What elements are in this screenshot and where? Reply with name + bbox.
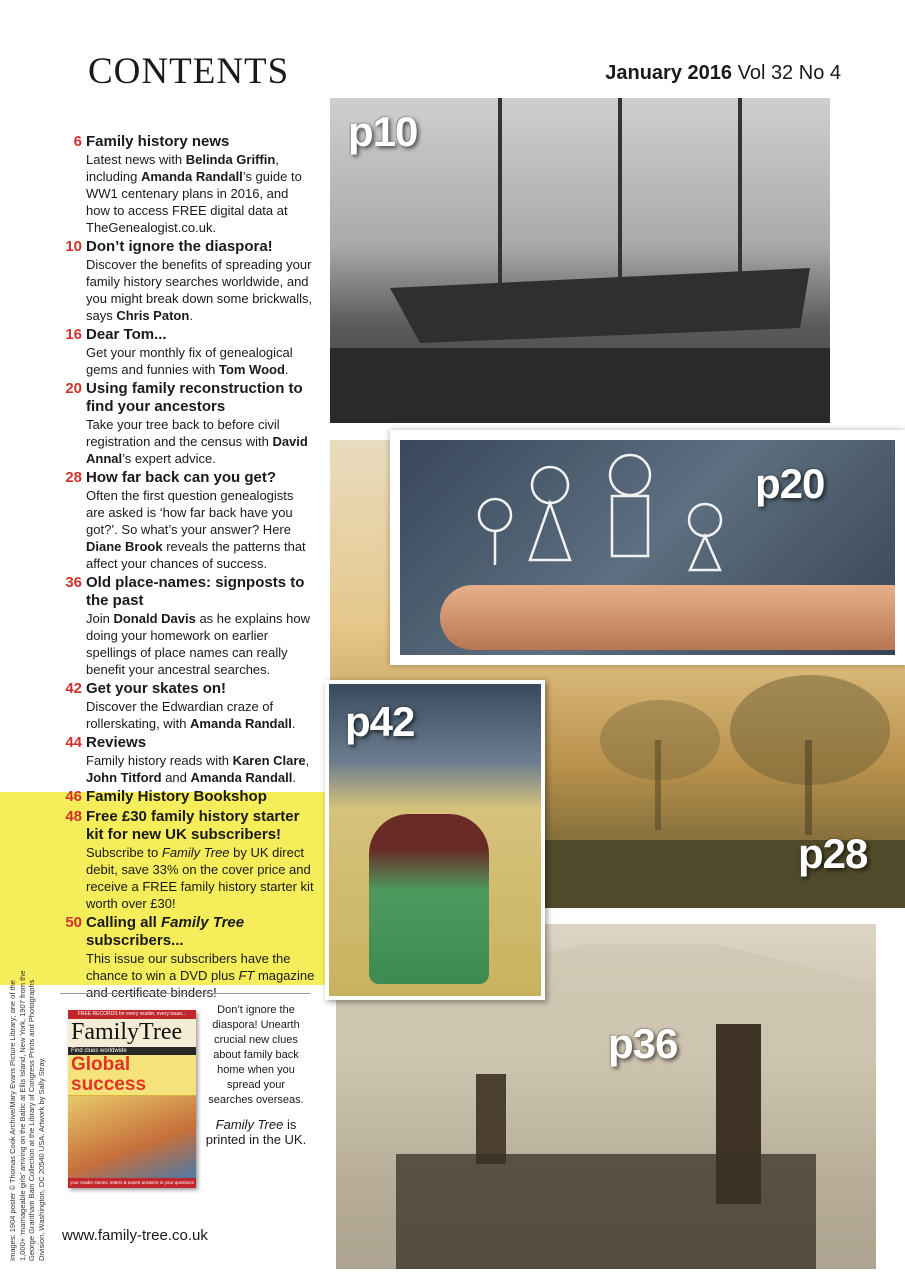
skating-poster xyxy=(329,684,541,996)
cover-footer: your reader stories, letters & expert answers to your questions xyxy=(68,1178,196,1188)
toc-page-number: 36 xyxy=(65,574,82,591)
toc-description: Subscribe to Family Tree by UK direct debit, save 33% on the cover price and receive a FREE family history starter kit worth over £30! xyxy=(86,845,314,911)
page-tag-p36: p36 xyxy=(608,1020,678,1067)
toc-description: Discover the Edwardian craze of rollerskating, with Amanda Randall. xyxy=(86,699,296,731)
toc-heading: Dear Tom... xyxy=(86,326,167,343)
toc-heading: Family History Bookshop xyxy=(86,788,267,805)
toc-entry[interactable] xyxy=(60,574,315,678)
website-link[interactable]: www.family-tree.co.uk xyxy=(62,1227,208,1244)
toc-page-number: 44 xyxy=(65,734,82,751)
toc-heading: Don’t ignore the diaspora! xyxy=(86,238,273,255)
toc-page-number: 10 xyxy=(65,238,82,255)
toc-description: Take your tree back to before civil registration and the census with David Annal’s expert advice. xyxy=(86,417,308,466)
toc-heading: How far back can you get? xyxy=(86,469,277,486)
cover-blurb: Don’t ignore the diaspora! Unearth crucial new clues about family back home when you spread your searches overseas. xyxy=(208,1004,304,1106)
toc-entry[interactable] xyxy=(60,808,315,912)
contents-list xyxy=(60,133,315,1003)
toc-description: Discover the benefits of spreading your family history searches worldwide, and you might break down some brickwalls, says Chris Paton. xyxy=(86,257,313,323)
toc-description: Often the first question genealogists are asked is ‘how far back have you got?’. So what’s your answer? Here Diane Brook reveals the patterns that affect your chances of success. xyxy=(86,488,306,571)
toc-entry[interactable] xyxy=(60,680,315,732)
toc-heading: Get your skates on! xyxy=(86,680,227,697)
page-tag-p28: p28 xyxy=(798,830,868,877)
toc-entry[interactable] xyxy=(60,914,315,1001)
toc-entry[interactable] xyxy=(60,380,315,467)
toc-page-number: 20 xyxy=(65,380,82,397)
toc-heading: Reviews xyxy=(86,734,147,751)
toc-description: Get your monthly fix of genealogical gems and funnies with Tom Wood. xyxy=(86,345,293,377)
issue-number: No 4 xyxy=(798,62,841,84)
toc-page-number: 42 xyxy=(65,680,82,697)
toc-page-number: 28 xyxy=(65,469,82,486)
toc-description: Latest news with Belinda Griffin, including Amanda Randall’s guide to WW1 centenary plans in 2016, and how to access FREE digital data at TheGenealogist.co.uk. xyxy=(86,152,302,235)
toc-description: Join Donald Davis as he explains how doing your homework on earlier spellings of place names can really benefit your ancestral searches. xyxy=(86,611,311,677)
printed-note xyxy=(205,1117,307,1147)
magazine-cover[interactable] xyxy=(68,1010,196,1188)
skating-lady-illustration xyxy=(369,814,489,984)
toc-entry[interactable] xyxy=(60,788,315,806)
toc-page-number: 50 xyxy=(65,914,82,931)
page-title: CONTENTS xyxy=(88,51,290,92)
page-tag-p10: p10 xyxy=(348,108,418,155)
photo-p42 xyxy=(325,680,545,1000)
cover-logo: FamilyTree xyxy=(68,1019,196,1047)
photo-p10 xyxy=(330,98,830,423)
toc-entry[interactable] xyxy=(60,469,315,572)
open-hand xyxy=(440,585,895,650)
toc-description: Family history reads with Karen Clare, John Titford and Amanda Randall. xyxy=(86,753,310,785)
toc-page-number: 16 xyxy=(65,326,82,343)
cover-illustration xyxy=(68,1096,196,1178)
toc-entry[interactable] xyxy=(60,238,315,324)
issue-info xyxy=(605,62,841,85)
printed-text: is printed in the UK. xyxy=(205,1117,307,1147)
toc-heading: Old place-names: signposts to the past xyxy=(86,574,305,609)
cover-headline: Global success xyxy=(68,1055,196,1095)
toc-page-number: 6 xyxy=(73,133,82,150)
toc-description: This issue our subscribers have the chance to win a DVD plus FT magazine and certificate binders! xyxy=(86,951,315,1000)
toc-heading: Family history news xyxy=(86,133,230,150)
cover-ribbon: Find clues worldwide xyxy=(68,1047,196,1055)
printed-title: Family Tree xyxy=(215,1117,284,1132)
toc-page-number: 48 xyxy=(65,808,82,825)
page-tag-p20: p20 xyxy=(755,460,825,507)
toc-entry[interactable] xyxy=(60,734,315,786)
family-drawing-board xyxy=(400,440,895,655)
toc-heading: Calling all Family Tree subscribers... xyxy=(86,914,245,949)
toc-heading: Free £30 family history starter kit for new UK subscribers! xyxy=(86,808,300,843)
toc-entry[interactable] xyxy=(60,326,315,378)
issue-volume: Vol 32 xyxy=(737,62,794,84)
issue-month: January 2016 xyxy=(605,62,733,84)
cover-banner: FREE RECORDS for every reader, every issue... xyxy=(68,1010,196,1019)
photo-p20 xyxy=(390,430,905,665)
toc-entry[interactable] xyxy=(60,133,315,236)
image-credit: Images: 1904 poster © Thomas Cook Archive/Mary Evans Picture Library; one of the 1,000+ ‘marriageable girls’ arriving on the Baltic at Ellis Island, New York, 1907 from the George Grantham Bain Collection at the Library of Congress Prints and Photographs Division, Washington, DC 20540 USA. Artwork by Sally Stray. xyxy=(8,970,46,1261)
toc-page-number: 46 xyxy=(65,788,82,805)
divider xyxy=(60,993,310,994)
toc-heading: Using family reconstruction to find your ancestors xyxy=(86,380,303,415)
page-tag-p42: p42 xyxy=(345,698,415,745)
